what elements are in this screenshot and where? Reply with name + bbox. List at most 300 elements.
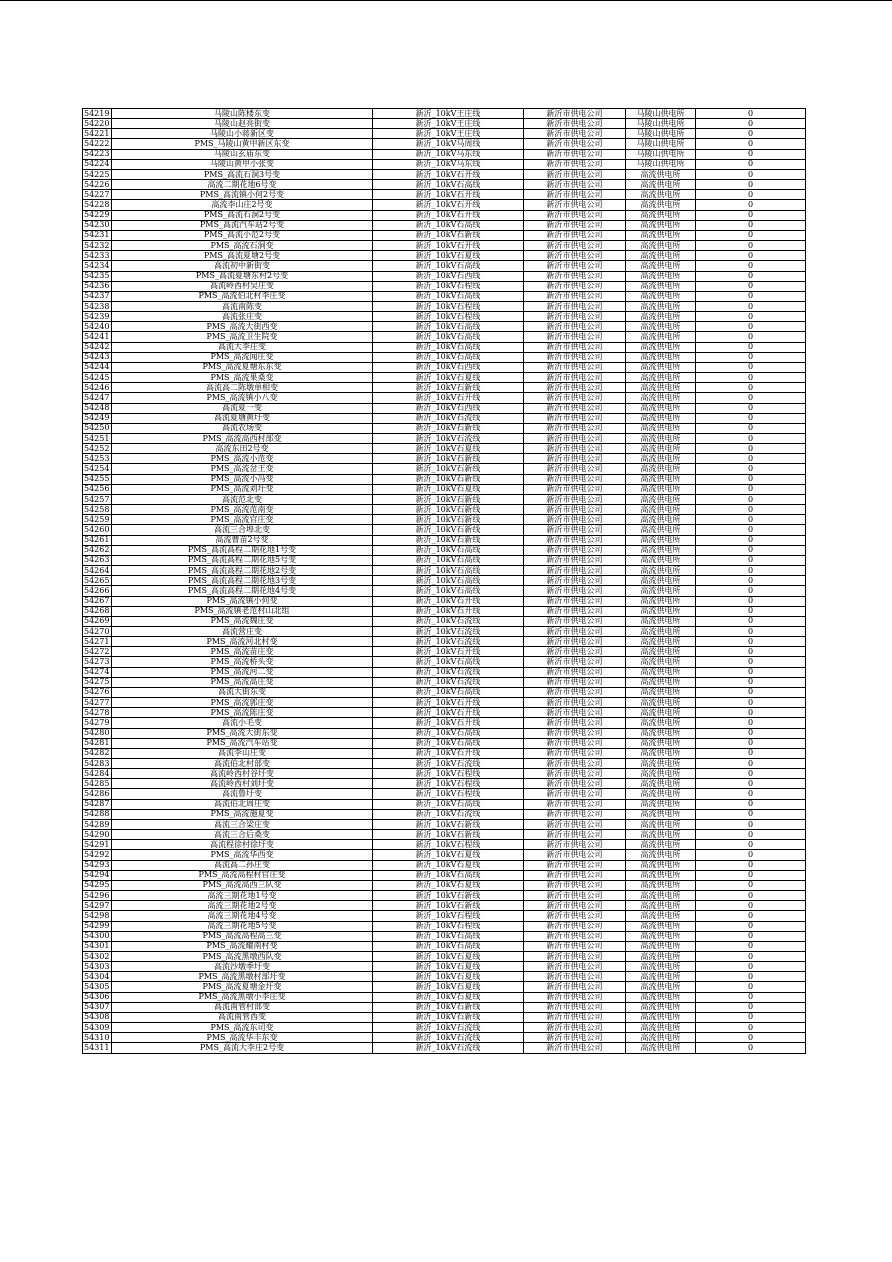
transformer-name-cell: 高流初中新街变 xyxy=(112,261,373,271)
value-cell: 0 xyxy=(696,230,806,240)
value-cell: 0 xyxy=(696,1023,806,1033)
value-cell: 0 xyxy=(696,190,806,200)
value-cell: 0 xyxy=(696,261,806,271)
station-cell: 高流供电所 xyxy=(626,901,696,911)
record-id-cell: 54256 xyxy=(83,484,112,494)
feeder-line-cell: 新沂_10kV石流线 xyxy=(373,759,524,769)
company-cell: 新沂市供电公司 xyxy=(524,850,626,860)
feeder-line-cell: 新沂_10kV石高线 xyxy=(373,657,524,667)
transformer-name-cell: 高流三合梁庄变 xyxy=(112,819,373,829)
company-cell: 新沂市供电公司 xyxy=(524,1012,626,1022)
table-row xyxy=(83,312,806,322)
record-id-cell: 54261 xyxy=(83,535,112,545)
transformer-name-cell: 高流鲁圩变 xyxy=(112,789,373,799)
company-cell: 新沂市供电公司 xyxy=(524,830,626,840)
feeder-line-cell: 新沂_10kV石西线 xyxy=(373,403,524,413)
transformer-name-cell: 高流夏塘黄圩变 xyxy=(112,413,373,423)
transformer-name-cell: PMS_高流伯北村李庄变 xyxy=(112,291,373,301)
table-row xyxy=(83,230,806,240)
value-cell: 0 xyxy=(696,921,806,931)
company-cell: 新沂市供电公司 xyxy=(524,992,626,1002)
transformer-name-cell: PMS_高流卫生院变 xyxy=(112,332,373,342)
station-cell: 高流供电所 xyxy=(626,972,696,982)
feeder-line-cell: 新沂_10kV石新线 xyxy=(373,423,524,433)
table-row xyxy=(83,180,806,190)
station-cell: 高流供电所 xyxy=(626,789,696,799)
station-cell: 高流供电所 xyxy=(626,230,696,240)
value-cell: 0 xyxy=(696,322,806,332)
transformer-name-cell: 马陵山赵亮街变 xyxy=(112,119,373,129)
record-id-cell: 54233 xyxy=(83,251,112,261)
transformer-name-cell: PMS_高流郭庄变 xyxy=(112,698,373,708)
feeder-line-cell: 新沂_10kV石高线 xyxy=(373,586,524,596)
company-cell: 新沂市供电公司 xyxy=(524,423,626,433)
feeder-line-cell: 新沂_10kV石新线 xyxy=(373,515,524,525)
feeder-line-cell: 新沂_10kV石新线 xyxy=(373,494,524,504)
table-row xyxy=(83,687,806,697)
transformer-name-cell: PMS_高流河二变 xyxy=(112,667,373,677)
record-id-cell: 54230 xyxy=(83,220,112,230)
transformer-name-cell: PMS_高流夏塘2号变 xyxy=(112,251,373,261)
value-cell: 0 xyxy=(696,474,806,484)
company-cell: 新沂市供电公司 xyxy=(524,911,626,921)
station-cell: 马陵山供电所 xyxy=(626,119,696,129)
record-id-cell: 54221 xyxy=(83,129,112,139)
record-id-cell: 54243 xyxy=(83,352,112,362)
feeder-line-cell: 新沂_10kV石新线 xyxy=(373,819,524,829)
value-cell: 0 xyxy=(696,880,806,890)
station-cell: 高流供电所 xyxy=(626,210,696,220)
value-cell: 0 xyxy=(696,1002,806,1012)
feeder-line-cell: 新沂_10kV石新线 xyxy=(373,1012,524,1022)
transformer-name-cell: PMS_高流高西三队变 xyxy=(112,880,373,890)
table-row xyxy=(83,352,806,362)
record-id-cell: 54277 xyxy=(83,698,112,708)
record-id-cell: 54285 xyxy=(83,779,112,789)
transformer-name-cell: PMS_高流小范变 xyxy=(112,454,373,464)
table-row xyxy=(83,576,806,586)
record-id-cell: 54241 xyxy=(83,332,112,342)
company-cell: 新沂市供电公司 xyxy=(524,626,626,636)
transformer-name-cell: 高流高二孙庄变 xyxy=(112,860,373,870)
table-row xyxy=(83,423,806,433)
table-row xyxy=(83,301,806,311)
station-cell: 高流供电所 xyxy=(626,840,696,850)
station-cell: 高流供电所 xyxy=(626,444,696,454)
value-cell: 0 xyxy=(696,901,806,911)
station-cell: 高流供电所 xyxy=(626,322,696,332)
value-cell: 0 xyxy=(696,119,806,129)
transformer-name-cell: PMS_高流陈庄变 xyxy=(112,708,373,718)
table-row xyxy=(83,566,806,576)
value-cell: 0 xyxy=(696,169,806,179)
record-id-cell: 54265 xyxy=(83,576,112,586)
feeder-line-cell: 新沂_10kV石新线 xyxy=(373,505,524,515)
table-row xyxy=(83,261,806,271)
table-row xyxy=(83,759,806,769)
transformer-name-cell: PMS_高流施夏变 xyxy=(112,809,373,819)
company-cell: 新沂市供电公司 xyxy=(524,931,626,941)
station-cell: 高流供电所 xyxy=(626,992,696,1002)
transformer-name-cell: 高流小毛变 xyxy=(112,718,373,728)
company-cell: 新沂市供电公司 xyxy=(524,840,626,850)
company-cell: 新沂市供电公司 xyxy=(524,860,626,870)
station-cell: 高流供电所 xyxy=(626,454,696,464)
feeder-line-cell: 新沂_10kV石夏线 xyxy=(373,992,524,1002)
table-row xyxy=(83,779,806,789)
record-id-cell: 54305 xyxy=(83,982,112,992)
record-id-cell: 54245 xyxy=(83,373,112,383)
value-cell: 0 xyxy=(696,444,806,454)
feeder-line-cell: 新沂_10kV石夏线 xyxy=(373,484,524,494)
station-cell: 高流供电所 xyxy=(626,362,696,372)
station-cell: 高流供电所 xyxy=(626,606,696,616)
transformer-name-cell: 高流三期花地1号变 xyxy=(112,891,373,901)
feeder-line-cell: 新沂_10kV石新线 xyxy=(373,474,524,484)
transformer-name-cell: PMS_高流大李庄2号变 xyxy=(112,1043,373,1053)
value-cell: 0 xyxy=(696,657,806,667)
record-id-cell: 54238 xyxy=(83,301,112,311)
table-row xyxy=(83,941,806,951)
station-cell: 高流供电所 xyxy=(626,1023,696,1033)
transformer-name-cell: PMS_高流夏塘东村2号变 xyxy=(112,271,373,281)
transformer-table xyxy=(82,108,806,1054)
table-row xyxy=(83,626,806,636)
station-cell: 马陵山供电所 xyxy=(626,109,696,119)
value-cell: 0 xyxy=(696,830,806,840)
station-cell: 高流供电所 xyxy=(626,271,696,281)
company-cell: 新沂市供电公司 xyxy=(524,921,626,931)
record-id-cell: 54251 xyxy=(83,434,112,444)
record-id-cell: 54310 xyxy=(83,1033,112,1043)
table-row xyxy=(83,505,806,515)
feeder-line-cell: 新沂_10kV石开线 xyxy=(373,169,524,179)
table-row xyxy=(83,403,806,413)
company-cell: 新沂市供电公司 xyxy=(524,139,626,149)
transformer-name-cell: PMS_高流河北村变 xyxy=(112,637,373,647)
table-row xyxy=(83,515,806,525)
company-cell: 新沂市供电公司 xyxy=(524,210,626,220)
company-cell: 新沂市供电公司 xyxy=(524,301,626,311)
record-id-cell: 54281 xyxy=(83,738,112,748)
value-cell: 0 xyxy=(696,941,806,951)
transformer-name-cell: 高流营庄变 xyxy=(112,626,373,636)
table-row xyxy=(83,545,806,555)
feeder-line-cell: 新沂_10kV石流线 xyxy=(373,616,524,626)
record-id-cell: 54282 xyxy=(83,748,112,758)
feeder-line-cell: 新沂_10kV石新线 xyxy=(373,891,524,901)
table-row xyxy=(83,870,806,880)
transformer-name-cell: PMS_高流镇小八变 xyxy=(112,393,373,403)
value-cell: 0 xyxy=(696,576,806,586)
feeder-line-cell: 新沂_10kV石高线 xyxy=(373,352,524,362)
table-row xyxy=(83,606,806,616)
value-cell: 0 xyxy=(696,332,806,342)
company-cell: 新沂市供电公司 xyxy=(524,809,626,819)
record-id-cell: 54255 xyxy=(83,474,112,484)
table-row xyxy=(83,1043,806,1053)
company-cell: 新沂市供电公司 xyxy=(524,332,626,342)
record-id-cell: 54302 xyxy=(83,951,112,961)
company-cell: 新沂市供电公司 xyxy=(524,606,626,616)
record-id-cell: 54266 xyxy=(83,586,112,596)
company-cell: 新沂市供电公司 xyxy=(524,1023,626,1033)
feeder-line-cell: 新沂_10kV石高线 xyxy=(373,566,524,576)
table-row xyxy=(83,413,806,423)
table-row xyxy=(83,373,806,383)
record-id-cell: 54268 xyxy=(83,606,112,616)
company-cell: 新沂市供电公司 xyxy=(524,474,626,484)
page-top-rule xyxy=(0,0,892,1)
value-cell: 0 xyxy=(696,1012,806,1022)
feeder-line-cell: 新沂_10kV石新线 xyxy=(373,1002,524,1012)
transformer-name-cell: 高流程徐村徐圩变 xyxy=(112,840,373,850)
company-cell: 新沂市供电公司 xyxy=(524,494,626,504)
record-id-cell: 54240 xyxy=(83,322,112,332)
company-cell: 新沂市供电公司 xyxy=(524,413,626,423)
table-body xyxy=(83,109,806,1054)
table-row xyxy=(83,962,806,972)
company-cell: 新沂市供电公司 xyxy=(524,403,626,413)
table-row xyxy=(83,1002,806,1012)
record-id-cell: 54220 xyxy=(83,119,112,129)
transformer-name-cell: 高流三合埠北变 xyxy=(112,525,373,535)
table-row xyxy=(83,718,806,728)
transformer-name-cell: 高流范北变 xyxy=(112,494,373,504)
company-cell: 新沂市供电公司 xyxy=(524,566,626,576)
record-id-cell: 54228 xyxy=(83,200,112,210)
feeder-line-cell: 新沂_10kV王庄线 xyxy=(373,109,524,119)
record-id-cell: 54246 xyxy=(83,383,112,393)
feeder-line-cell: 新沂_10kV石流线 xyxy=(373,1033,524,1043)
company-cell: 新沂市供电公司 xyxy=(524,769,626,779)
table-row xyxy=(83,637,806,647)
station-cell: 高流供电所 xyxy=(626,667,696,677)
record-id-cell: 54262 xyxy=(83,545,112,555)
record-id-cell: 54291 xyxy=(83,840,112,850)
table-row xyxy=(83,139,806,149)
record-id-cell: 54304 xyxy=(83,972,112,982)
company-cell: 新沂市供电公司 xyxy=(524,109,626,119)
value-cell: 0 xyxy=(696,982,806,992)
value-cell: 0 xyxy=(696,109,806,119)
company-cell: 新沂市供电公司 xyxy=(524,525,626,535)
table-row xyxy=(83,647,806,657)
company-cell: 新沂市供电公司 xyxy=(524,982,626,992)
station-cell: 高流供电所 xyxy=(626,566,696,576)
value-cell: 0 xyxy=(696,271,806,281)
company-cell: 新沂市供电公司 xyxy=(524,586,626,596)
value-cell: 0 xyxy=(696,1033,806,1043)
table-row xyxy=(83,434,806,444)
table-row xyxy=(83,220,806,230)
transformer-name-cell: PMS_高流黑墩西队变 xyxy=(112,951,373,961)
station-cell: 高流供电所 xyxy=(626,383,696,393)
table-row xyxy=(83,830,806,840)
station-cell: 高流供电所 xyxy=(626,708,696,718)
station-cell: 高流供电所 xyxy=(626,1002,696,1012)
transformer-name-cell: 高流三期花地4号变 xyxy=(112,911,373,921)
record-id-cell: 54223 xyxy=(83,149,112,159)
table-row xyxy=(83,200,806,210)
value-cell: 0 xyxy=(696,413,806,423)
feeder-line-cell: 新沂_10kV石夏线 xyxy=(373,972,524,982)
company-cell: 新沂市供电公司 xyxy=(524,748,626,758)
record-id-cell: 54250 xyxy=(83,423,112,433)
transformer-name-cell: PMS_高流果桑变 xyxy=(112,373,373,383)
value-cell: 0 xyxy=(696,505,806,515)
feeder-line-cell: 新沂_10kV石夏线 xyxy=(373,962,524,972)
feeder-line-cell: 新沂_10kV石高线 xyxy=(373,687,524,697)
record-id-cell: 54286 xyxy=(83,789,112,799)
table-row xyxy=(83,464,806,474)
feeder-line-cell: 新沂_10kV石程线 xyxy=(373,911,524,921)
transformer-name-cell: 高流伯北周庄变 xyxy=(112,799,373,809)
value-cell: 0 xyxy=(696,748,806,758)
company-cell: 新沂市供电公司 xyxy=(524,159,626,169)
company-cell: 新沂市供电公司 xyxy=(524,362,626,372)
feeder-line-cell: 新沂_10kV石高线 xyxy=(373,291,524,301)
transformer-name-cell: 马陵山小蒋新区变 xyxy=(112,129,373,139)
table-row xyxy=(83,332,806,342)
transformer-name-cell: 高流大街东变 xyxy=(112,687,373,697)
transformer-name-cell: PMS_高流高庄变 xyxy=(112,677,373,687)
company-cell: 新沂市供电公司 xyxy=(524,149,626,159)
station-cell: 高流供电所 xyxy=(626,880,696,890)
value-cell: 0 xyxy=(696,616,806,626)
feeder-line-cell: 新沂_10kV石程线 xyxy=(373,840,524,850)
company-cell: 新沂市供电公司 xyxy=(524,637,626,647)
feeder-line-cell: 新沂_10kV石高线 xyxy=(373,931,524,941)
value-cell: 0 xyxy=(696,484,806,494)
station-cell: 高流供电所 xyxy=(626,962,696,972)
record-id-cell: 54295 xyxy=(83,880,112,890)
feeder-line-cell: 新沂_10kV石程线 xyxy=(373,779,524,789)
transformer-name-cell: PMS_高流镇小何2号变 xyxy=(112,190,373,200)
feeder-line-cell: 新沂_10kV石高线 xyxy=(373,555,524,565)
company-cell: 新沂市供电公司 xyxy=(524,759,626,769)
value-cell: 0 xyxy=(696,606,806,616)
record-id-cell: 54222 xyxy=(83,139,112,149)
station-cell: 高流供电所 xyxy=(626,373,696,383)
transformer-name-cell: PMS_高流高程村官庄变 xyxy=(112,870,373,880)
company-cell: 新沂市供电公司 xyxy=(524,281,626,291)
transformer-name-cell: 高流高二陈墩单相变 xyxy=(112,383,373,393)
value-cell: 0 xyxy=(696,718,806,728)
transformer-name-cell: PMS_高流桥头变 xyxy=(112,657,373,667)
record-id-cell: 54308 xyxy=(83,1012,112,1022)
feeder-line-cell: 新沂_10kV石高线 xyxy=(373,180,524,190)
record-id-cell: 54290 xyxy=(83,830,112,840)
table-row xyxy=(83,809,806,819)
transformer-name-cell: 高流大李庄变 xyxy=(112,342,373,352)
transformer-name-cell: PMS_高流镇老范村山北组 xyxy=(112,606,373,616)
value-cell: 0 xyxy=(696,870,806,880)
transformer-name-cell: PMS_高流黑墩小李庄变 xyxy=(112,992,373,1002)
value-cell: 0 xyxy=(696,647,806,657)
company-cell: 新沂市供电公司 xyxy=(524,667,626,677)
value-cell: 0 xyxy=(696,149,806,159)
feeder-line-cell: 新沂_10kV石西线 xyxy=(373,271,524,281)
transformer-name-cell: PMS_高流小范2号变 xyxy=(112,230,373,240)
station-cell: 高流供电所 xyxy=(626,332,696,342)
company-cell: 新沂市供电公司 xyxy=(524,180,626,190)
company-cell: 新沂市供电公司 xyxy=(524,555,626,565)
station-cell: 高流供电所 xyxy=(626,982,696,992)
transformer-name-cell: PMS_高流魏庄变 xyxy=(112,616,373,626)
record-id-cell: 54309 xyxy=(83,1023,112,1033)
record-id-cell: 54271 xyxy=(83,637,112,647)
table-row xyxy=(83,109,806,119)
record-id-cell: 54284 xyxy=(83,769,112,779)
company-cell: 新沂市供电公司 xyxy=(524,962,626,972)
record-id-cell: 54280 xyxy=(83,728,112,738)
station-cell: 高流供电所 xyxy=(626,200,696,210)
company-cell: 新沂市供电公司 xyxy=(524,901,626,911)
feeder-line-cell: 新沂_10kV石流线 xyxy=(373,413,524,423)
station-cell: 高流供电所 xyxy=(626,728,696,738)
value-cell: 0 xyxy=(696,759,806,769)
value-cell: 0 xyxy=(696,210,806,220)
station-cell: 高流供电所 xyxy=(626,555,696,565)
station-cell: 高流供电所 xyxy=(626,769,696,779)
value-cell: 0 xyxy=(696,535,806,545)
station-cell: 高流供电所 xyxy=(626,434,696,444)
station-cell: 高流供电所 xyxy=(626,921,696,931)
transformer-name-cell: 高流南管西变 xyxy=(112,1012,373,1022)
feeder-line-cell: 新沂_10kV石开线 xyxy=(373,241,524,251)
transformer-name-cell: 马陵山黄甲小张变 xyxy=(112,159,373,169)
station-cell: 高流供电所 xyxy=(626,180,696,190)
company-cell: 新沂市供电公司 xyxy=(524,119,626,129)
transformer-name-cell: PMS_马陵山黄甲新区东变 xyxy=(112,139,373,149)
record-id-cell: 54303 xyxy=(83,962,112,972)
transformer-name-cell: 高流岭西村吴庄变 xyxy=(112,281,373,291)
table-row xyxy=(83,616,806,626)
record-id-cell: 54276 xyxy=(83,687,112,697)
feeder-line-cell: 新沂_10kV石新线 xyxy=(373,464,524,474)
company-cell: 新沂市供电公司 xyxy=(524,870,626,880)
station-cell: 高流供电所 xyxy=(626,464,696,474)
value-cell: 0 xyxy=(696,972,806,982)
value-cell: 0 xyxy=(696,566,806,576)
value-cell: 0 xyxy=(696,951,806,961)
company-cell: 新沂市供电公司 xyxy=(524,779,626,789)
value-cell: 0 xyxy=(696,342,806,352)
company-cell: 新沂市供电公司 xyxy=(524,220,626,230)
record-id-cell: 54279 xyxy=(83,718,112,728)
company-cell: 新沂市供电公司 xyxy=(524,616,626,626)
value-cell: 0 xyxy=(696,312,806,322)
value-cell: 0 xyxy=(696,677,806,687)
table-row xyxy=(83,251,806,261)
record-id-cell: 54263 xyxy=(83,555,112,565)
company-cell: 新沂市供电公司 xyxy=(524,383,626,393)
feeder-line-cell: 新沂_10kV石流线 xyxy=(373,667,524,677)
station-cell: 高流供电所 xyxy=(626,484,696,494)
table-row xyxy=(83,362,806,372)
company-cell: 新沂市供电公司 xyxy=(524,200,626,210)
value-cell: 0 xyxy=(696,728,806,738)
table-row xyxy=(83,708,806,718)
value-cell: 0 xyxy=(696,687,806,697)
transformer-name-cell: PMS_高流石洞变 xyxy=(112,241,373,251)
company-cell: 新沂市供电公司 xyxy=(524,941,626,951)
table-row xyxy=(83,819,806,829)
company-cell: 新沂市供电公司 xyxy=(524,1033,626,1043)
feeder-line-cell: 新沂_10kV石程线 xyxy=(373,769,524,779)
record-id-cell: 54292 xyxy=(83,850,112,860)
